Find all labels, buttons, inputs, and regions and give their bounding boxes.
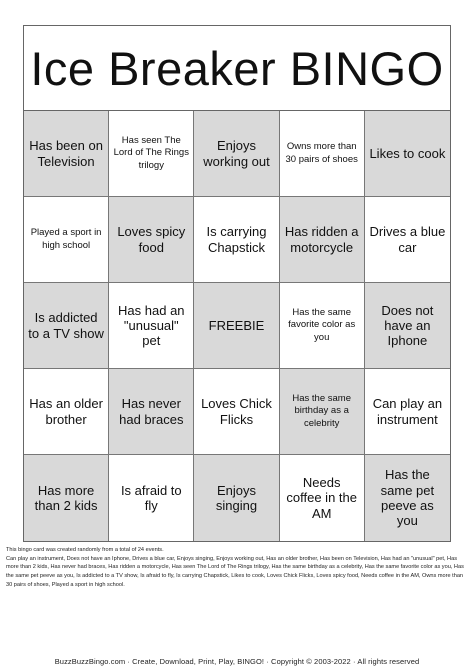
events-note: This bingo card was created randomly from a total of 24 events. Can play an instrument, Does not have an Iphone, Drives a blue car, Enjoys singing, Enjoys working out, Has an older brother, Has been on Television, Has had an "unusual" pet, Has more than 2 kids, Has never had braces, Has ridden a motorcycle, Has seen The Lord of The Rings trilogy, Has the same birthday as a celebrity, Has the same favorite color as you, Has the same pet peeve as you, Is addicted to a TV show, Is afraid to fly, Is carrying Chapstick, Likes to cook, Loves Chick Flicks, Loves spicy food, Needs coffee in the AM, Owns more than 30 pairs of shoes, Played a sport in high school. (6, 547, 464, 588)
bingo-square-label: Has ridden a motorcycle (284, 224, 359, 255)
bingo-card (23, 25, 451, 542)
bingo-square (24, 455, 109, 541)
bingo-square (365, 111, 450, 197)
bingo-square-label: Has never had braces (119, 396, 184, 427)
bingo-square-label: Is afraid to fly (120, 482, 182, 513)
bingo-square (365, 455, 450, 541)
bingo-square (109, 455, 194, 541)
bingo-square-label: Enjoys singing (215, 482, 258, 513)
bingo-square (24, 197, 109, 283)
bingo-square-label: FREEBIE (208, 317, 265, 333)
bingo-square-label: Has had an "unusual" pet (118, 302, 185, 349)
bingo-square-label: Is carrying Chapstick (206, 224, 267, 255)
bingo-square-label: Can play an instrument (372, 396, 443, 427)
bingo-square (109, 369, 194, 455)
bingo-square-label: Has more than 2 kids (34, 482, 98, 513)
bingo-square (194, 197, 279, 283)
bingo-square-label: Likes to cook (369, 145, 446, 161)
bingo-grid (24, 111, 450, 541)
bingo-square (365, 197, 450, 283)
bingo-square (280, 369, 365, 455)
bingo-square (194, 369, 279, 455)
bingo-square-label: Has the same favorite color as you (288, 306, 356, 343)
bingo-square (365, 369, 450, 455)
bingo-square (194, 455, 279, 541)
bingo-square (109, 197, 194, 283)
bingo-square (280, 283, 365, 369)
bingo-square-label: Does not have an Iphone (381, 302, 434, 349)
bingo-square-label: Loves Chick Flicks (201, 396, 272, 427)
bingo-square (194, 283, 279, 369)
bingo-square-label: Is addicted to a TV show (28, 310, 104, 341)
bingo-square (24, 111, 109, 197)
bingo-square (280, 197, 365, 283)
bingo-square (109, 111, 194, 197)
bingo-square-label: Has been on Television (29, 138, 103, 169)
bingo-square-label: Enjoys working out (203, 138, 270, 169)
bingo-square (280, 111, 365, 197)
bingo-square-label: Has the same pet peeve as you (380, 467, 435, 529)
bingo-square-label: Has seen The Lord of The Rings trilogy (113, 134, 189, 171)
bingo-square-label: Loves spicy food (117, 224, 186, 255)
bingo-square (365, 283, 450, 369)
bingo-square-label: Has the same birthday as a celebrity (292, 392, 351, 429)
copyright-footer: BuzzBuzzBingo.com · Create, Download, Print, Play, BINGO! · Copyright © 2003-2022 · All rights reserved (54, 657, 420, 666)
bingo-square-label: Owns more than 30 pairs of shoes (285, 141, 358, 165)
bingo-square (280, 455, 365, 541)
bingo-square-label: Played a sport in high school (30, 227, 102, 251)
bingo-square (24, 369, 109, 455)
card-title: Ice Breaker BINGO (24, 26, 450, 111)
bingo-square (24, 283, 109, 369)
bingo-square (194, 111, 279, 197)
bingo-square-label: Has an older brother (29, 396, 103, 427)
bingo-square (109, 283, 194, 369)
bingo-square-label: Needs coffee in the AM (286, 475, 357, 521)
bingo-square-label: Drives a blue car (369, 224, 446, 255)
